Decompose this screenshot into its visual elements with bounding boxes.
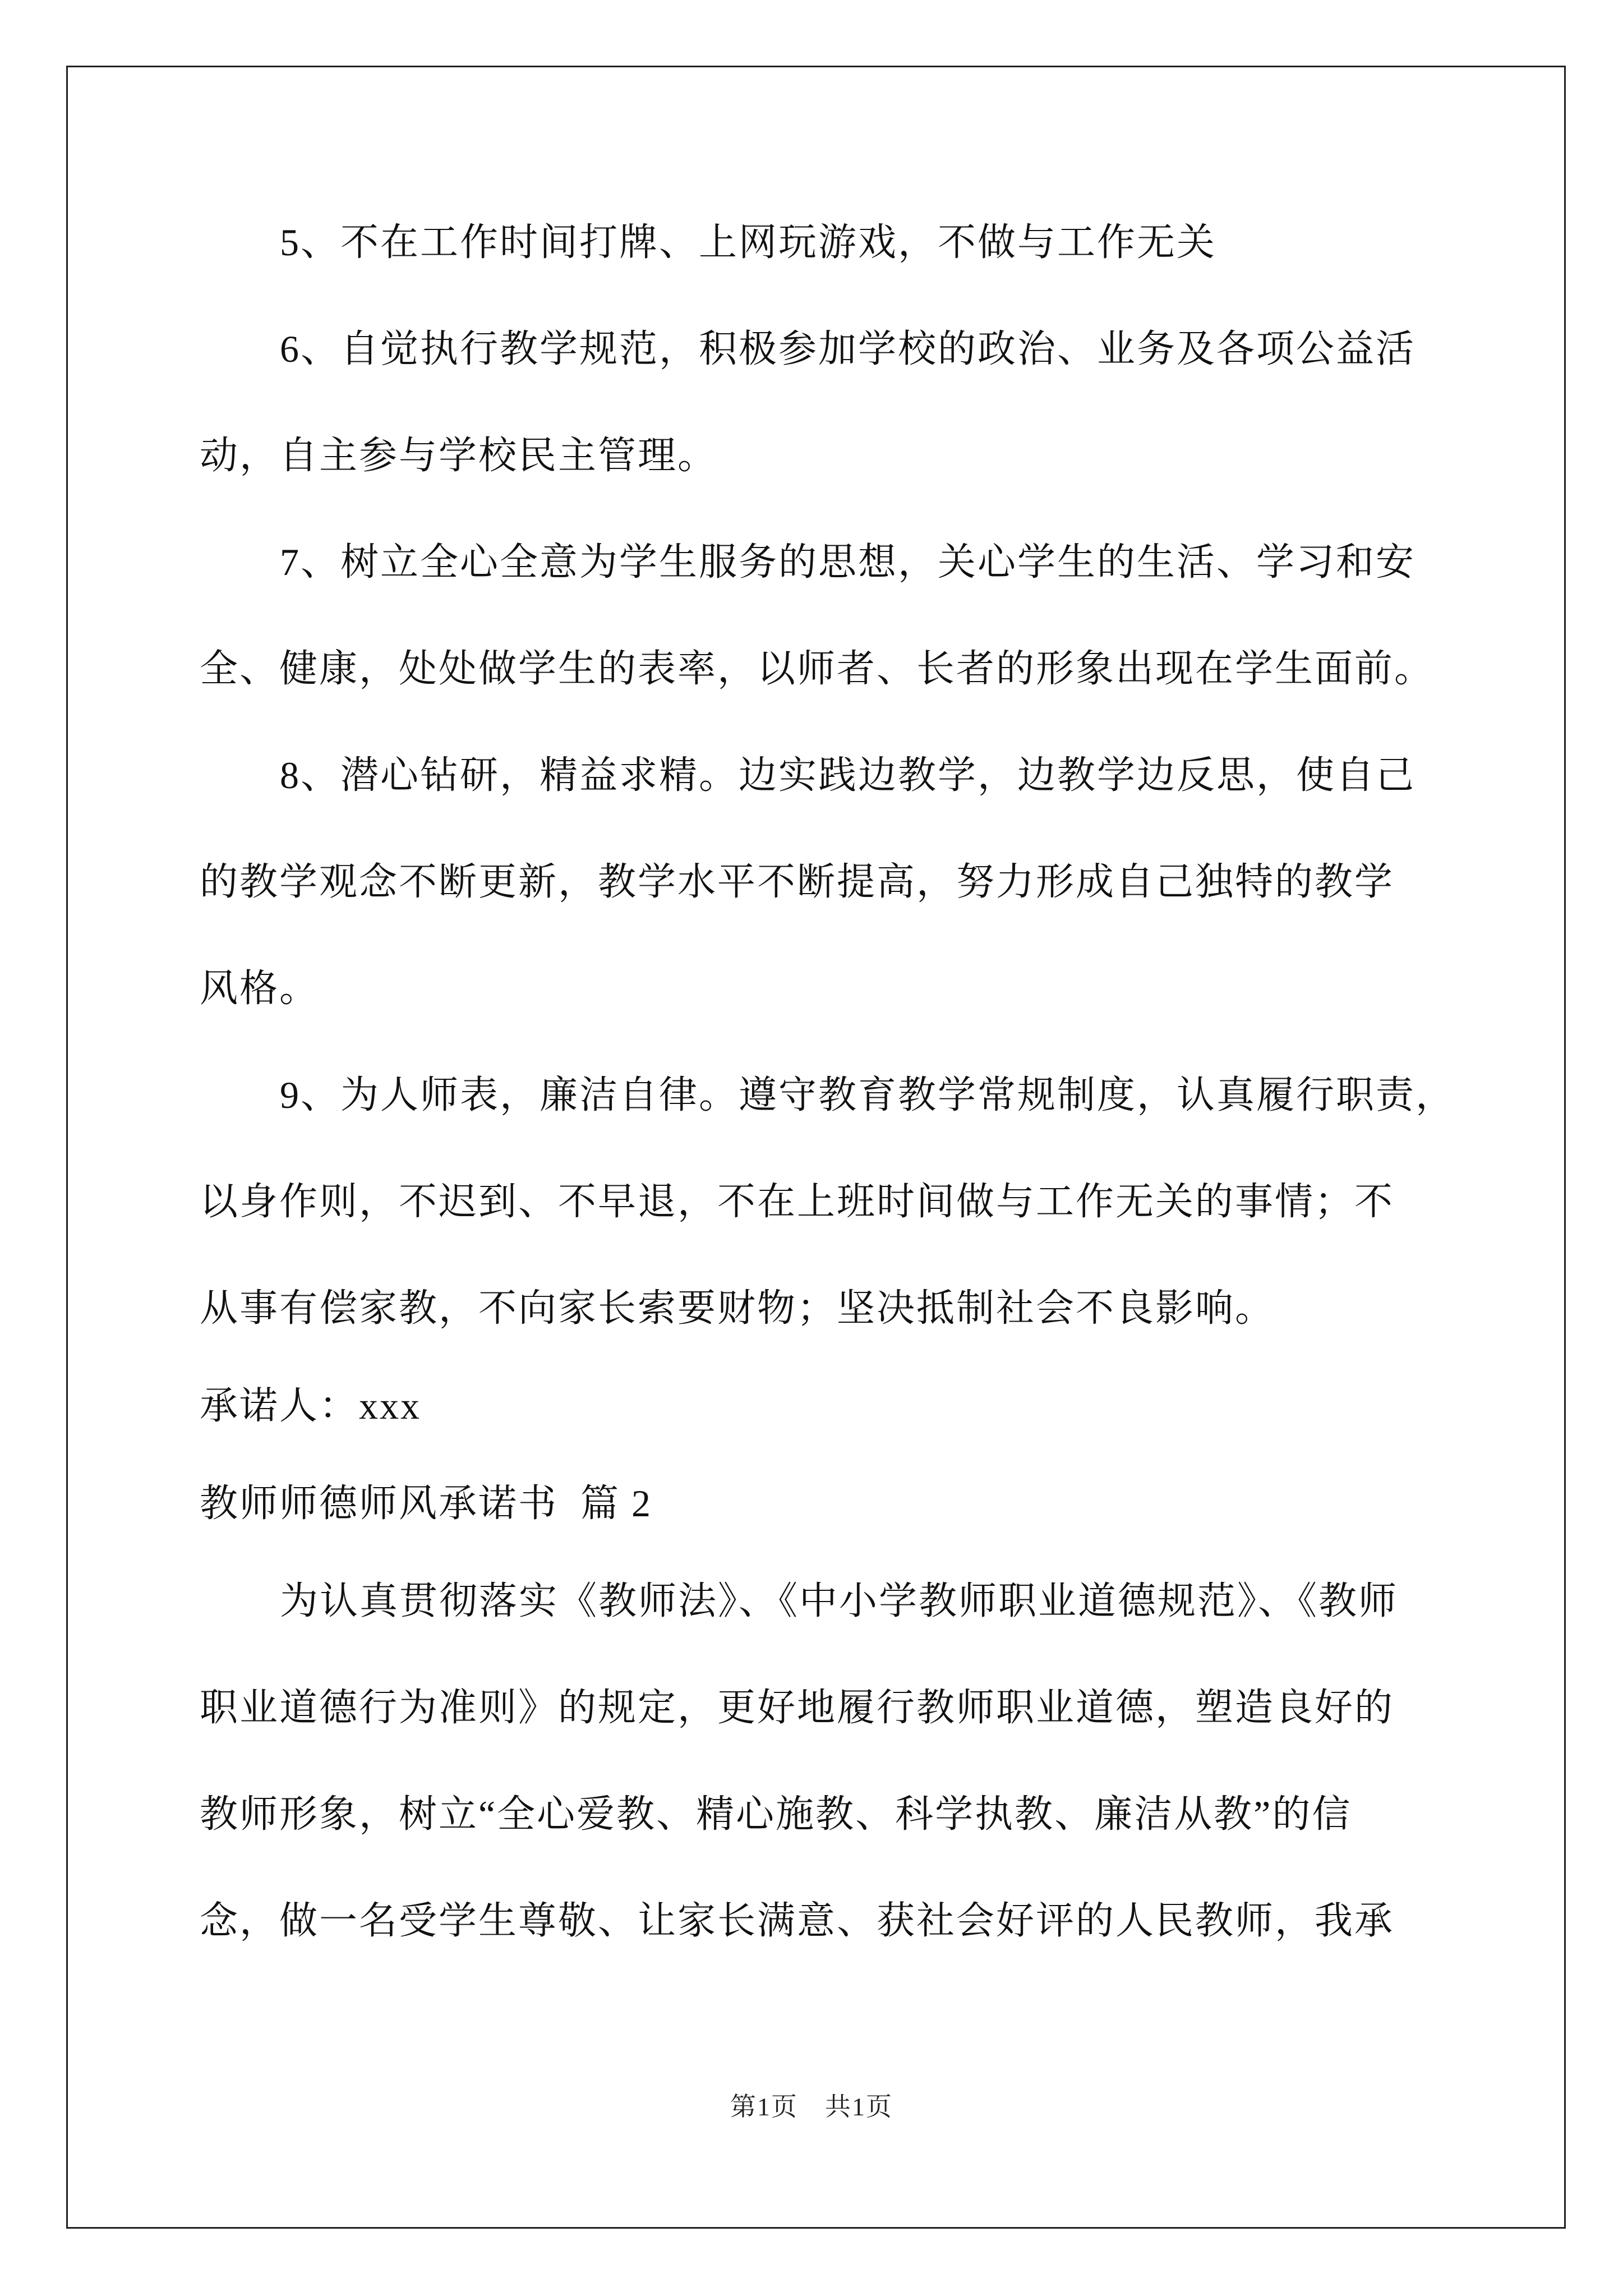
text-line: 的教学观念不断更新，教学水平不断提高，努力形成自己独特的教学 bbox=[200, 861, 1395, 903]
text-line: 8、潜心钻研，精益求精。边实践边教学，边教学边反思，使自己 bbox=[280, 754, 1416, 797]
page-footer: 第1页 共1页 bbox=[730, 2092, 893, 2121]
text-line: 为认真贯彻落实《教师法》、《中小学教师职业道德规范》、《教师 bbox=[280, 1580, 1399, 1622]
text-line: 教师形象，树立“全心爱教、精心施教、科学执教、廉洁从教”的信 bbox=[200, 1793, 1352, 1835]
text-line: 以身作则，不迟到、不早退，不在上班时间做与工作无关的事情；不 bbox=[200, 1180, 1395, 1223]
text-line: 全、健康，处处做学生的表率，以师者、长者的形象出现在学生面前。 bbox=[200, 647, 1435, 690]
commitment-item-7 bbox=[200, 536, 1433, 695]
text-line: 6、自觉执行教学规范，积极参加学校的政治、业务及各项公益活 bbox=[280, 328, 1416, 370]
signatory-line: 承诺人：xxx bbox=[200, 1384, 422, 1427]
text-line: 动，自主参与学校民主管理。 bbox=[200, 434, 718, 477]
text-line: 职业道德行为准则》的规定，更好地履行教师职业道德，塑造良好的 bbox=[200, 1686, 1395, 1729]
intro-paragraph bbox=[200, 1575, 1433, 1947]
text-line: 5、不在工作时间打牌、上网玩游戏，不做与工作无关 bbox=[280, 221, 1217, 264]
document-body bbox=[200, 216, 1456, 1947]
commitment-item-8 bbox=[200, 749, 1433, 1015]
commitment-item-6 bbox=[200, 323, 1433, 482]
text-line: 念，做一名受学生尊敬、让家长满意、获社会好评的人民教师，我承 bbox=[200, 1899, 1395, 1942]
text-line: 从事有偿家教，不向家长索要财物；坚决抵制社会不良影响。 bbox=[200, 1287, 1275, 1329]
text-line: 9、为人师表，廉洁自律。遵守教育教学常规制度，认真履行职责， bbox=[280, 1074, 1456, 1116]
text-line: 风格。 bbox=[200, 967, 320, 1010]
section-heading: 教师师德师风承诺书 篇 2 bbox=[200, 1482, 653, 1525]
commitment-item-9 bbox=[200, 1069, 1456, 1335]
commitment-item-5 bbox=[200, 216, 1433, 269]
text-line: 7、树立全心全意为学生服务的思想，关心学生的生活、学习和安 bbox=[280, 541, 1416, 583]
